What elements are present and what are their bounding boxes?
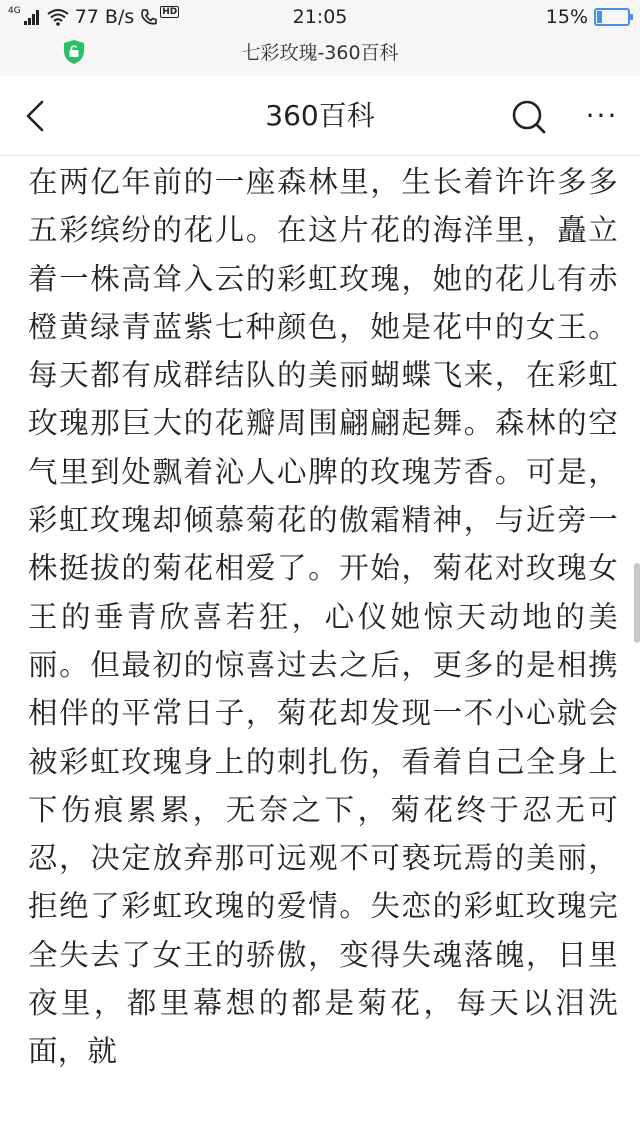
more-icon: ··· (585, 99, 619, 132)
search-icon (508, 96, 550, 138)
status-bar (0, 0, 640, 34)
hd-badge: HD (162, 7, 178, 17)
network-type-label: 4G (8, 5, 21, 16)
nav-bar (0, 76, 640, 156)
battery-fill (597, 11, 602, 23)
search-button[interactable] (508, 96, 550, 138)
nav-title: 360百科 (265, 99, 375, 132)
battery-icon (594, 8, 630, 26)
article-content[interactable] (28, 158, 618, 1138)
article-text: 在两亿年前的一座森林里，生长着许许多多五彩缤纷的花儿。在这片花的海洋里，矗立着一株高耸入云的彩虹玫瑰，她的花儿有赤橙黄绿青蓝紫七种颜色，她是花中的女王。每天都有成群结队的美丽蝴蝶飞来，在彩虹玫瑰那巨大的花瓣周围翩翩起舞。森林的空气里到处飘着沁人心脾的玫瑰芳香。可是，彩虹玫瑰却倾慕菊花的傲霜精神，与近旁一株挺拔的菊花相爱了。开始，菊花对玫瑰女王的垂青欣喜若狂，心仪她惊天动地的美丽。但最初的惊喜过去之后，更多的是相携相伴的平常日子，菊花却发现一不小心就会被彩虹玫瑰身上的刺扎伤，看着自己全身上下伤痕累累，无奈之下，菊花终于忍无可忍，决定放弃那可远观不可亵玩焉的美丽，拒绝了彩虹玫瑰的爱情。失恋的彩虹玫瑰完全失去了女王的骄傲，变得失魂落魄，日里夜里，都里幕想的都是菊花，每天以泪洗面，就 (28, 165, 618, 1069)
scrollbar[interactable] (634, 563, 640, 643)
status-right (546, 4, 630, 30)
url-bar[interactable] (0, 34, 640, 76)
more-button[interactable] (580, 98, 624, 138)
status-time: 21:05 (292, 6, 348, 28)
battery-percent: 15% (545, 6, 588, 28)
page-title: 七彩玫瑰-360百科 (241, 42, 399, 64)
network-speed: 77 B/s (74, 6, 135, 28)
